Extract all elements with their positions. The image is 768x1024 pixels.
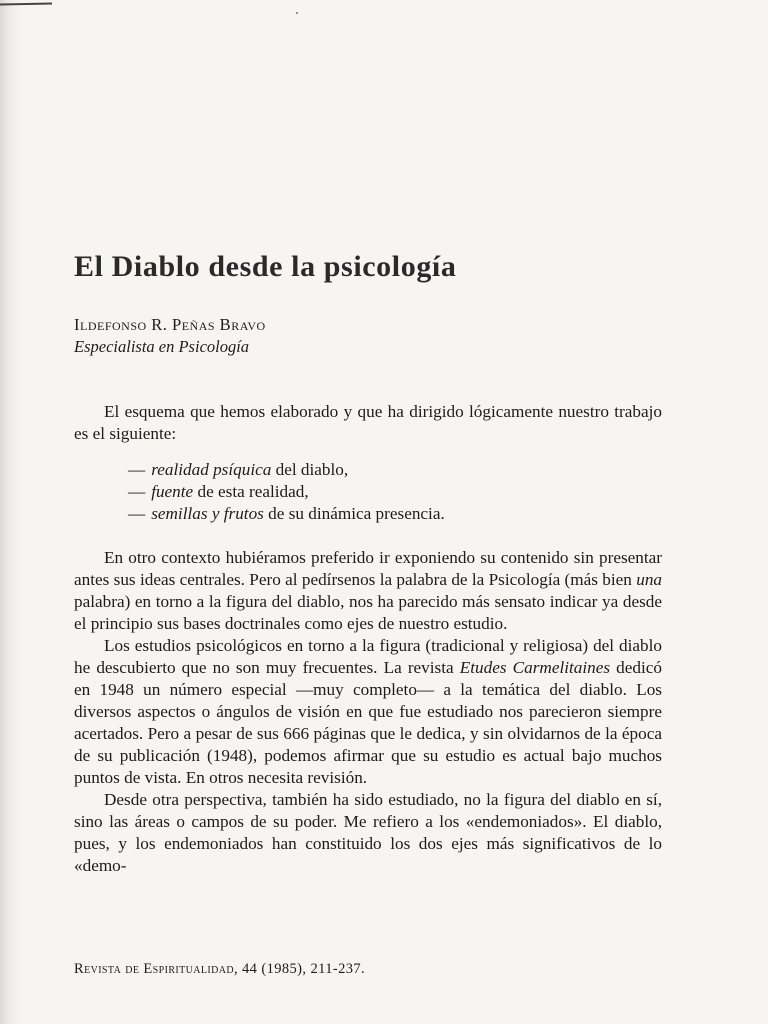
- paragraph-text: Los estudios psicológicos en torno a la figura (tradicional y religiosa) del diablo he descubierto que no son muy frecuentes. La revista: [74, 636, 662, 677]
- article-body: [74, 401, 662, 877]
- paragraph-emphasis: una: [636, 570, 662, 589]
- paragraph-text: dedicó en 1948 un número especial —muy completo— a la temática del diablo. Los diversos aspectos o ángulos de visión en que fue estudiado nos parecieron siempre acertados. Pero a pesar de sus 666 páginas que le dedica, y sin olvidarnos de la época de su publicación (1948), podemos afirmar que su estudio es actual bajo muchos puntos de vista. En otros necesita revisión.: [74, 658, 662, 787]
- scheme-item-emphasis: realidad psíquica: [151, 460, 272, 479]
- footer-citation: 44 (1985), 211-237.: [242, 961, 366, 977]
- scheme-item-text: del diablo,: [271, 460, 349, 479]
- dash-mark: —: [128, 504, 146, 523]
- paragraph-text: En otro contexto hubiéramos preferido ir exponiendo su contenido sin presentar antes sus ideas centrales. Pero al pedírsenos la palabra de la Psicología (más bien: [74, 548, 662, 589]
- footer-journal: Revista de Espiritualidad,: [74, 961, 238, 977]
- body-paragraph: [74, 635, 662, 789]
- journal-name-emphasis: Etudes Carmelitaines: [459, 658, 611, 677]
- scheme-list: [74, 459, 662, 525]
- scan-binding-edge: [0, 0, 20, 1024]
- article-title: El Diablo desde la psicología: [74, 250, 457, 283]
- body-paragraph: [74, 547, 662, 635]
- scan-corner-mark: [0, 2, 52, 5]
- scheme-item-emphasis: fuente: [151, 482, 194, 501]
- scheme-item: [128, 481, 662, 503]
- paragraph-text: palabra) en torno a la figura del diablo, nos ha parecido más sensato indicar ya desde el principio sus bases doctrinales como ejes de nuestro estudio.: [74, 592, 662, 633]
- scheme-item: [128, 503, 662, 525]
- author-role: Especialista en Psicología: [74, 337, 250, 356]
- page-footer: [74, 961, 365, 978]
- intro-paragraph: El esquema que hemos elaborado y que ha dirigido lógicamente nuestro trabajo es el siguiente:: [74, 402, 662, 443]
- scheme-item-text: de esta realidad,: [193, 482, 309, 501]
- dash-mark: —: [128, 482, 146, 501]
- scan-speck: [296, 12, 298, 14]
- scheme-item-text: de su dinámica presencia.: [263, 504, 445, 523]
- author-name: Ildefonso R. Peñas Bravo: [74, 315, 266, 334]
- scheme-item: [128, 459, 662, 481]
- scheme-item-emphasis: semillas y frutos: [151, 504, 264, 523]
- body-paragraph: Desde otra perspectiva, también ha sido estudiado, no la figura del diablo en sí, sino las áreas o campos de su poder. Me refiero a los «endemoniados». El diablo, pues, y los endemoniados han constituido los dos ejes más significativos de lo «demo-: [74, 790, 662, 875]
- dash-mark: —: [128, 460, 146, 479]
